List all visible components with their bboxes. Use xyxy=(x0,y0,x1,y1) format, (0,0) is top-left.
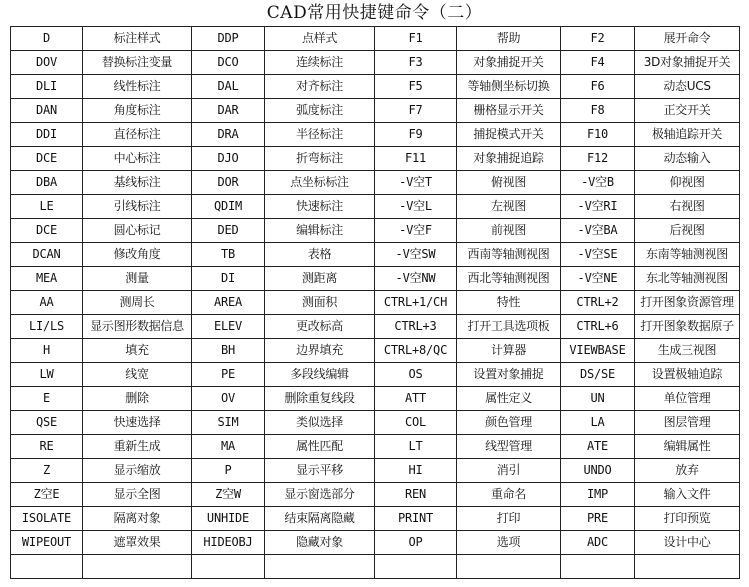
shortcut-description-cell: 更改标高 xyxy=(265,315,375,339)
shortcut-description-cell: 展开命令 xyxy=(635,27,740,51)
shortcut-description-cell: 替换标注变量 xyxy=(83,51,192,75)
shortcut-description-cell: 输入文件 xyxy=(635,483,740,507)
shortcut-command-cell: REN xyxy=(375,483,457,507)
shortcut-command-cell: F9 xyxy=(375,123,457,147)
shortcut-command-cell: CTRL+2 xyxy=(561,291,635,315)
table-row xyxy=(11,27,740,51)
shortcut-command-cell: D xyxy=(11,27,83,51)
table-row xyxy=(11,75,740,99)
shortcut-description-cell: 打印 xyxy=(457,507,561,531)
shortcut-command-cell: DAN xyxy=(11,99,83,123)
table-row xyxy=(11,507,740,531)
shortcut-description-cell: 对象捕捉开关 xyxy=(457,51,561,75)
shortcut-command-cell: DAL xyxy=(192,75,265,99)
shortcut-description-cell: 引线标注 xyxy=(83,195,192,219)
shortcut-command-cell: H xyxy=(11,339,83,363)
shortcut-description-cell: 后视图 xyxy=(635,219,740,243)
shortcut-description-cell: 动态UCS xyxy=(635,75,740,99)
shortcut-description-cell: 等轴侧坐标切换 xyxy=(457,75,561,99)
shortcut-description-cell: 单位管理 xyxy=(635,387,740,411)
shortcut-command-cell: -V空NW xyxy=(375,267,457,291)
shortcut-command-cell: CTRL+8/QC xyxy=(375,339,457,363)
shortcut-description-cell: 对象捕捉追踪 xyxy=(457,147,561,171)
shortcut-command-cell: ELEV xyxy=(192,315,265,339)
table-row xyxy=(11,291,740,315)
shortcut-command-cell: F1 xyxy=(375,27,457,51)
table-row xyxy=(11,315,740,339)
shortcut-command-cell: LI/LS xyxy=(11,315,83,339)
shortcut-command-cell: WIPEOUT xyxy=(11,531,83,555)
shortcut-description-cell: 仰视图 xyxy=(635,171,740,195)
shortcut-command-cell: Z空W xyxy=(192,483,265,507)
shortcut-command-cell: DBA xyxy=(11,171,83,195)
shortcut-command-cell: F11 xyxy=(375,147,457,171)
shortcut-description-cell: 删除重复线段 xyxy=(265,387,375,411)
shortcut-command-cell: DOV xyxy=(11,51,83,75)
table-row xyxy=(11,171,740,195)
shortcut-description-cell: 3D对象捕捉开关 xyxy=(635,51,740,75)
shortcut-description-cell: 编辑属性 xyxy=(635,435,740,459)
shortcut-description-cell: 中心标注 xyxy=(83,147,192,171)
shortcut-command-cell: -V空F xyxy=(375,219,457,243)
shortcut-description-cell: 隔离对象 xyxy=(83,507,192,531)
shortcut-description-cell xyxy=(265,555,375,579)
shortcut-command-cell: CTRL+1/CH xyxy=(375,291,457,315)
shortcut-command-cell: F6 xyxy=(561,75,635,99)
shortcut-description-cell: 打开图象数据原子 xyxy=(635,315,740,339)
shortcut-description-cell: 快速标注 xyxy=(265,195,375,219)
shortcut-command-cell: IMP xyxy=(561,483,635,507)
shortcut-command-cell: DS/SE xyxy=(561,363,635,387)
shortcut-command-cell: -V空B xyxy=(561,171,635,195)
shortcut-command-cell: -V空BA xyxy=(561,219,635,243)
shortcut-command-cell: MEA xyxy=(11,267,83,291)
shortcut-description-cell: 半径标注 xyxy=(265,123,375,147)
shortcut-description-cell: 连续标注 xyxy=(265,51,375,75)
shortcut-command-cell: DDP xyxy=(192,27,265,51)
shortcut-description-cell: 显示全图 xyxy=(83,483,192,507)
shortcut-command-cell: MA xyxy=(192,435,265,459)
shortcut-command-cell: -V空SW xyxy=(375,243,457,267)
shortcut-command-cell: ATE xyxy=(561,435,635,459)
shortcut-command-cell: SIM xyxy=(192,411,265,435)
shortcut-command-cell: LE xyxy=(11,195,83,219)
shortcut-command-cell: RE xyxy=(11,435,83,459)
shortcut-description-cell: 测量 xyxy=(83,267,192,291)
shortcut-description-cell xyxy=(83,555,192,579)
shortcut-table-body xyxy=(11,27,740,579)
shortcut-description-cell: 设置对象捕捉 xyxy=(457,363,561,387)
shortcut-command-cell: DLI xyxy=(11,75,83,99)
table-row xyxy=(11,483,740,507)
shortcut-description-cell: 属性定义 xyxy=(457,387,561,411)
shortcut-description-cell: 删除 xyxy=(83,387,192,411)
shortcut-command-cell xyxy=(375,555,457,579)
shortcut-command-cell: ADC xyxy=(561,531,635,555)
shortcut-command-cell: DED xyxy=(192,219,265,243)
shortcut-description-cell: 直径标注 xyxy=(83,123,192,147)
shortcut-command-cell xyxy=(561,555,635,579)
shortcut-command-cell: Z xyxy=(11,459,83,483)
shortcut-command-cell: F5 xyxy=(375,75,457,99)
shortcut-description-cell: 点坐标标注 xyxy=(265,171,375,195)
page-title: CAD常用快捷键命令（二） xyxy=(266,3,483,23)
shortcut-command-cell: -V空SE xyxy=(561,243,635,267)
shortcut-description-cell: 颜色管理 xyxy=(457,411,561,435)
shortcut-command-cell: UNHIDE xyxy=(192,507,265,531)
shortcut-description-cell: 打开图象资源管理 xyxy=(635,291,740,315)
shortcut-description-cell: 修改角度 xyxy=(83,243,192,267)
shortcut-command-cell: OS xyxy=(375,363,457,387)
shortcut-command-cell: AA xyxy=(11,291,83,315)
shortcut-command-cell: E xyxy=(11,387,83,411)
shortcut-command-cell: HI xyxy=(375,459,457,483)
shortcut-command-cell: TB xyxy=(192,243,265,267)
shortcut-command-cell: UN xyxy=(561,387,635,411)
shortcut-command-cell: DCAN xyxy=(11,243,83,267)
shortcut-description-cell: 填充 xyxy=(83,339,192,363)
shortcut-description-cell: 打印预览 xyxy=(635,507,740,531)
shortcut-description-cell: 图层管理 xyxy=(635,411,740,435)
table-row xyxy=(11,555,740,579)
shortcut-description-cell: 圆心标记 xyxy=(83,219,192,243)
shortcut-description-cell: 选项 xyxy=(457,531,561,555)
shortcut-description-cell: 对齐标注 xyxy=(265,75,375,99)
shortcut-command-cell: DCE xyxy=(11,147,83,171)
shortcut-command-cell: DJO xyxy=(192,147,265,171)
table-row xyxy=(11,531,740,555)
shortcut-description-cell: 边界填充 xyxy=(265,339,375,363)
shortcut-description-cell: 显示图形数据信息 xyxy=(83,315,192,339)
shortcut-description-cell: 西北等轴测视图 xyxy=(457,267,561,291)
shortcut-description-cell: 编辑标注 xyxy=(265,219,375,243)
shortcut-command-cell: -V空NE xyxy=(561,267,635,291)
table-row xyxy=(11,459,740,483)
shortcut-command-cell: Z空E xyxy=(11,483,83,507)
shortcut-description-cell: 重新生成 xyxy=(83,435,192,459)
shortcut-table xyxy=(10,26,740,579)
shortcut-command-cell: DCO xyxy=(192,51,265,75)
shortcut-description-cell: 表格 xyxy=(265,243,375,267)
table-row xyxy=(11,387,740,411)
shortcut-description-cell xyxy=(457,555,561,579)
table-row xyxy=(11,219,740,243)
table-row xyxy=(11,267,740,291)
shortcut-command-cell: F2 xyxy=(561,27,635,51)
shortcut-description-cell: 打开工具选项板 xyxy=(457,315,561,339)
shortcut-command-cell: F12 xyxy=(561,147,635,171)
shortcut-command-cell: COL xyxy=(375,411,457,435)
shortcut-command-cell: LA xyxy=(561,411,635,435)
shortcut-command-cell xyxy=(11,555,83,579)
shortcut-command-cell: CTRL+3 xyxy=(375,315,457,339)
table-row xyxy=(11,147,740,171)
shortcut-description-cell: 线性标注 xyxy=(83,75,192,99)
shortcut-description-cell: 栅格显示开关 xyxy=(457,99,561,123)
shortcut-command-cell: F3 xyxy=(375,51,457,75)
shortcut-description-cell: 捕捉模式开关 xyxy=(457,123,561,147)
shortcut-description-cell: 弧度标注 xyxy=(265,99,375,123)
shortcut-description-cell: 左视图 xyxy=(457,195,561,219)
shortcut-command-cell: DI xyxy=(192,267,265,291)
shortcut-description-cell: 测周长 xyxy=(83,291,192,315)
shortcut-command-cell: DRA xyxy=(192,123,265,147)
shortcut-command-cell xyxy=(192,555,265,579)
shortcut-command-cell: DCE xyxy=(11,219,83,243)
shortcut-description-cell: 重命名 xyxy=(457,483,561,507)
shortcut-description-cell: 正交开关 xyxy=(635,99,740,123)
shortcut-command-cell: F7 xyxy=(375,99,457,123)
shortcut-description-cell: 东南等轴测视图 xyxy=(635,243,740,267)
shortcut-description-cell: 计算器 xyxy=(457,339,561,363)
table-row xyxy=(11,195,740,219)
shortcut-description-cell: 设计中心 xyxy=(635,531,740,555)
shortcut-description-cell: 线型管理 xyxy=(457,435,561,459)
shortcut-command-cell: OV xyxy=(192,387,265,411)
shortcut-command-cell: F4 xyxy=(561,51,635,75)
shortcut-description-cell: 显示平移 xyxy=(265,459,375,483)
shortcut-command-cell: PRE xyxy=(561,507,635,531)
shortcut-description-cell: 右视图 xyxy=(635,195,740,219)
shortcut-description-cell: 点样式 xyxy=(265,27,375,51)
shortcut-description-cell: 特性 xyxy=(457,291,561,315)
table-row xyxy=(11,435,740,459)
shortcut-command-cell: F10 xyxy=(561,123,635,147)
table-row xyxy=(11,363,740,387)
table-row xyxy=(11,411,740,435)
shortcut-command-cell: -V空RI xyxy=(561,195,635,219)
shortcut-description-cell: 前视图 xyxy=(457,219,561,243)
shortcut-description-cell: 隐藏对象 xyxy=(265,531,375,555)
shortcut-command-cell: LT xyxy=(375,435,457,459)
shortcut-command-cell: PE xyxy=(192,363,265,387)
shortcut-description-cell: 结束隔离隐藏 xyxy=(265,507,375,531)
shortcut-description-cell: 显示窗选部分 xyxy=(265,483,375,507)
table-row xyxy=(11,123,740,147)
shortcut-description-cell: 东北等轴测视图 xyxy=(635,267,740,291)
shortcut-command-cell: ISOLATE xyxy=(11,507,83,531)
shortcut-command-cell: UNDO xyxy=(561,459,635,483)
shortcut-description-cell: 西南等轴测视图 xyxy=(457,243,561,267)
shortcut-command-cell: -V空T xyxy=(375,171,457,195)
shortcut-description-cell: 快速选择 xyxy=(83,411,192,435)
table-row xyxy=(11,99,740,123)
shortcut-command-cell: F8 xyxy=(561,99,635,123)
shortcut-command-cell: LW xyxy=(11,363,83,387)
shortcut-description-cell: 角度标注 xyxy=(83,99,192,123)
shortcut-command-cell: DDI xyxy=(11,123,83,147)
shortcut-description-cell: 设置极轴追踪 xyxy=(635,363,740,387)
shortcut-command-cell: PRINT xyxy=(375,507,457,531)
shortcut-description-cell: 极轴追踪开关 xyxy=(635,123,740,147)
shortcut-description-cell: 标注样式 xyxy=(83,27,192,51)
shortcut-command-cell: OP xyxy=(375,531,457,555)
table-row xyxy=(11,51,740,75)
shortcut-command-cell: DOR xyxy=(192,171,265,195)
shortcut-description-cell: 放弃 xyxy=(635,459,740,483)
table-row xyxy=(11,339,740,363)
shortcut-description-cell: 折弯标注 xyxy=(265,147,375,171)
shortcut-command-cell: BH xyxy=(192,339,265,363)
shortcut-description-cell: 测面积 xyxy=(265,291,375,315)
shortcut-command-cell: QDIM xyxy=(192,195,265,219)
shortcut-description-cell: 帮助 xyxy=(457,27,561,51)
shortcut-description-cell: 多段线编辑 xyxy=(265,363,375,387)
shortcut-command-cell: -V空L xyxy=(375,195,457,219)
shortcut-description-cell: 基线标注 xyxy=(83,171,192,195)
shortcut-description-cell xyxy=(635,555,740,579)
shortcut-description-cell: 线宽 xyxy=(83,363,192,387)
shortcut-description-cell: 生成三视图 xyxy=(635,339,740,363)
shortcut-description-cell: 测距离 xyxy=(265,267,375,291)
shortcut-description-cell: 属性匹配 xyxy=(265,435,375,459)
shortcut-description-cell: 类似选择 xyxy=(265,411,375,435)
shortcut-description-cell: 遮罩效果 xyxy=(83,531,192,555)
shortcut-description-cell: 消引 xyxy=(457,459,561,483)
shortcut-description-cell: 俯视图 xyxy=(457,171,561,195)
shortcut-command-cell: VIEWBASE xyxy=(561,339,635,363)
shortcut-command-cell: ATT xyxy=(375,387,457,411)
shortcut-command-cell: HIDEOBJ xyxy=(192,531,265,555)
shortcut-description-cell: 动态输入 xyxy=(635,147,740,171)
shortcut-command-cell: AREA xyxy=(192,291,265,315)
shortcut-command-cell: QSE xyxy=(11,411,83,435)
shortcut-command-cell: P xyxy=(192,459,265,483)
shortcut-description-cell: 显示缩放 xyxy=(83,459,192,483)
shortcut-command-cell: DAR xyxy=(192,99,265,123)
table-row xyxy=(11,243,740,267)
shortcut-command-cell: CTRL+6 xyxy=(561,315,635,339)
